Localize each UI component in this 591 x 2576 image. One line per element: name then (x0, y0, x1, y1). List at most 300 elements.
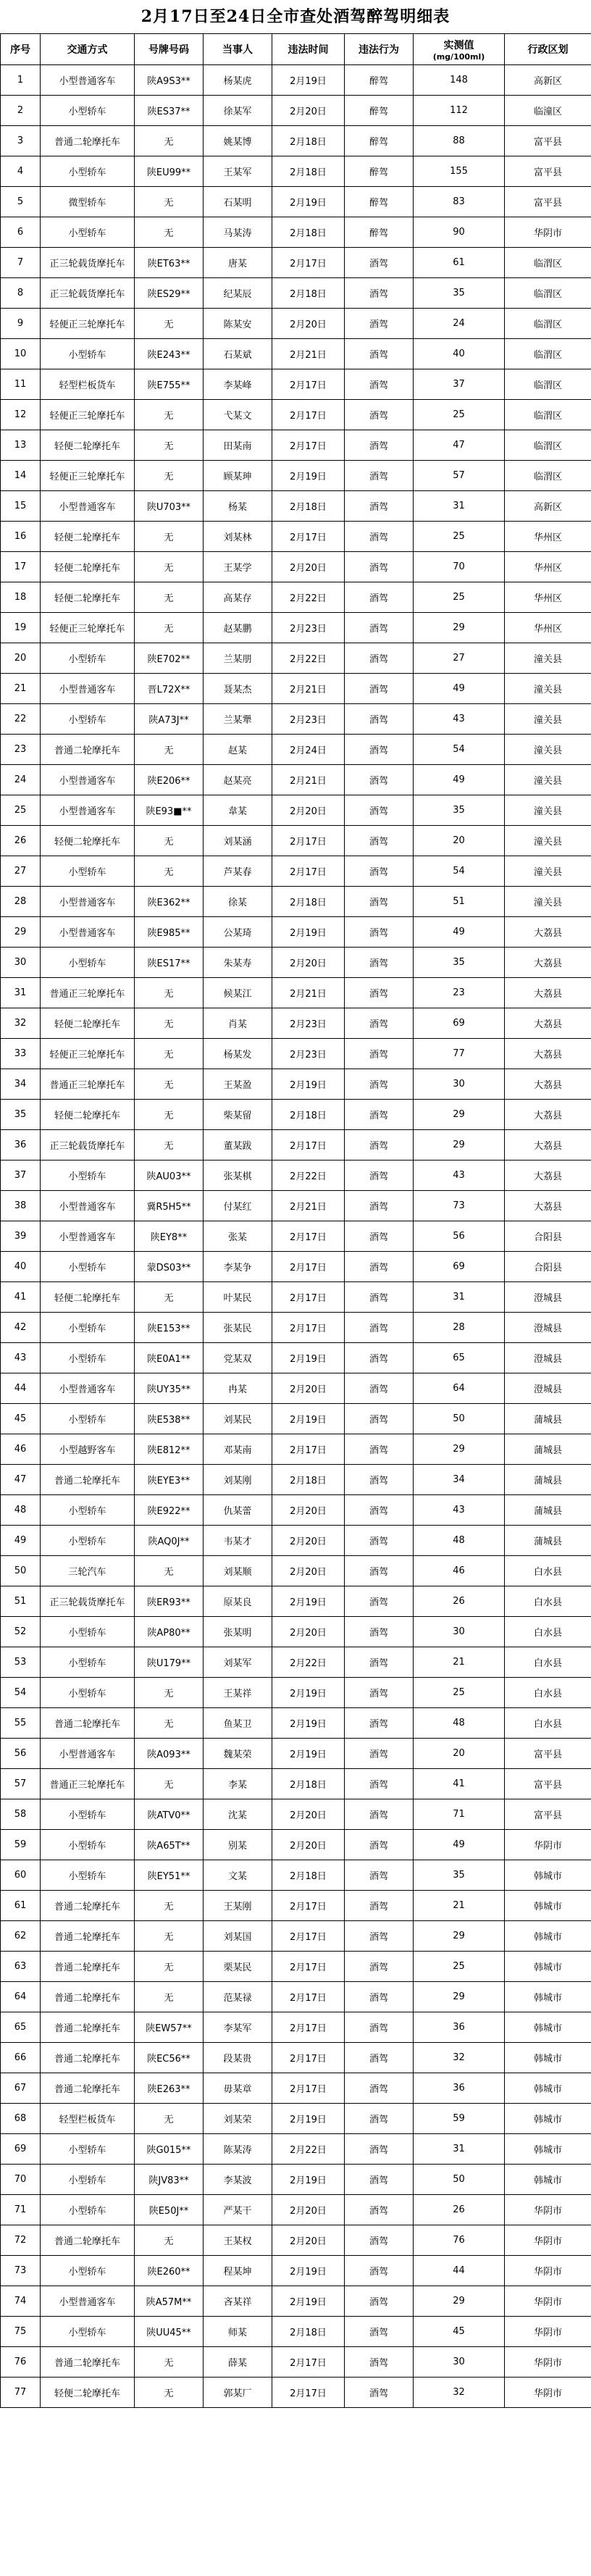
cell-offense: 醉驾 (345, 96, 414, 126)
cell-plate: 陕A73J** (135, 704, 204, 735)
cell-plate: 无 (135, 187, 204, 217)
cell-vehicle-type: 轻便正三轮摩托车 (41, 400, 135, 430)
cell-measured-value: 43 (414, 1161, 505, 1191)
cell-district: 韩城市 (505, 2104, 591, 2134)
cell-vehicle-type: 小型普通客车 (41, 795, 135, 826)
cell-date: 2月19日 (272, 2165, 345, 2195)
cell-date: 2月21日 (272, 1191, 345, 1221)
cell-vehicle-type: 小型轿车 (41, 1343, 135, 1373)
cell-district: 潼关县 (505, 795, 591, 826)
cell-offense: 酒驾 (345, 2043, 414, 2073)
cell-date: 2月19日 (272, 1739, 345, 1769)
cell-district: 韩城市 (505, 1952, 591, 1982)
cell-date: 2月20日 (272, 1495, 345, 1526)
cell-vehicle-type: 正三轮载货摩托车 (41, 1130, 135, 1161)
cell-date: 2月17日 (272, 522, 345, 552)
cell-offense: 酒驾 (345, 339, 414, 369)
table-row (1, 613, 591, 643)
header-cell: 号牌号码 (135, 34, 204, 65)
cell-vehicle-type: 轻便二轮摩托车 (41, 522, 135, 552)
cell-index: 21 (1, 674, 41, 704)
table-row (1, 1221, 591, 1252)
cell-date: 2月18日 (272, 1465, 345, 1495)
table-row (1, 1008, 591, 1039)
cell-measured-value: 29 (414, 1982, 505, 2012)
cell-date: 2月24日 (272, 735, 345, 765)
cell-measured-value: 71 (414, 1799, 505, 1830)
table-row (1, 2347, 591, 2378)
cell-index: 34 (1, 1069, 41, 1100)
cell-date: 2月17日 (272, 1313, 345, 1343)
cell-vehicle-type: 轻型栏板货车 (41, 369, 135, 400)
cell-date: 2月18日 (272, 2317, 345, 2347)
cell-district: 大荔县 (505, 1130, 591, 1161)
cell-district: 澄城县 (505, 1313, 591, 1343)
cell-measured-value: 46 (414, 1556, 505, 1586)
cell-measured-value: 27 (414, 643, 505, 674)
cell-vehicle-type: 小型轿车 (41, 1678, 135, 1708)
cell-measured-value: 37 (414, 369, 505, 400)
cell-date: 2月18日 (272, 126, 345, 156)
cell-plate: 陕E260** (135, 2256, 204, 2286)
cell-district: 临渭区 (505, 461, 591, 491)
table-row (1, 2073, 591, 2104)
cell-district: 华州区 (505, 613, 591, 643)
cell-plate: 陕A093** (135, 1739, 204, 1769)
cell-date: 2月18日 (272, 156, 345, 187)
cell-date: 2月21日 (272, 765, 345, 795)
cell-vehicle-type: 轻便正三轮摩托车 (41, 461, 135, 491)
cell-district: 富平县 (505, 1739, 591, 1769)
cell-district: 韩城市 (505, 1891, 591, 1921)
cell-party: 聂某杰 (204, 674, 272, 704)
cell-index: 1 (1, 65, 41, 96)
cell-date: 2月17日 (272, 2073, 345, 2104)
cell-offense: 酒驾 (345, 1069, 414, 1100)
cell-district: 富平县 (505, 1769, 591, 1799)
cell-measured-value: 76 (414, 2225, 505, 2256)
cell-district: 白水县 (505, 1708, 591, 1739)
cell-offense: 酒驾 (345, 582, 414, 613)
cell-party: 候某江 (204, 978, 272, 1008)
cell-date: 2月20日 (272, 309, 345, 339)
cell-index: 13 (1, 430, 41, 461)
cell-date: 2月22日 (272, 1647, 345, 1678)
cell-party: 马某涛 (204, 217, 272, 248)
cell-district: 大荔县 (505, 1100, 591, 1130)
cell-index: 27 (1, 856, 41, 887)
cell-plate: 陕ER93** (135, 1586, 204, 1617)
cell-measured-value: 50 (414, 1404, 505, 1434)
cell-index: 52 (1, 1617, 41, 1647)
cell-offense: 酒驾 (345, 2225, 414, 2256)
cell-offense: 酒驾 (345, 1495, 414, 1526)
cell-measured-value: 29 (414, 1921, 505, 1952)
cell-date: 2月20日 (272, 96, 345, 126)
cell-district: 白水县 (505, 1586, 591, 1617)
cell-index: 43 (1, 1343, 41, 1373)
cell-offense: 酒驾 (345, 978, 414, 1008)
cell-measured-value: 35 (414, 948, 505, 978)
cell-date: 2月17日 (272, 1921, 345, 1952)
cell-index: 2 (1, 96, 41, 126)
cell-district: 华州区 (505, 582, 591, 613)
cell-plate: 无 (135, 2104, 204, 2134)
cell-offense: 酒驾 (345, 2347, 414, 2378)
table-row (1, 1313, 591, 1343)
cell-measured-value: 26 (414, 1586, 505, 1617)
cell-district: 华阴市 (505, 1830, 591, 1860)
cell-plate: 无 (135, 2378, 204, 2408)
cell-party: 邓某南 (204, 1434, 272, 1465)
cell-measured-value: 148 (414, 65, 505, 96)
cell-vehicle-type: 小型普通客车 (41, 2286, 135, 2317)
cell-index: 44 (1, 1373, 41, 1404)
cell-index: 32 (1, 1008, 41, 1039)
cell-district: 富平县 (505, 1799, 591, 1830)
table-row (1, 2043, 591, 2073)
document-title: 2月17日至24日全市查处酒驾醉驾明细表 (141, 7, 450, 26)
cell-offense: 酒驾 (345, 522, 414, 552)
cell-vehicle-type: 轻便正三轮摩托车 (41, 309, 135, 339)
cell-plate: 无 (135, 2225, 204, 2256)
cell-plate: 无 (135, 1100, 204, 1130)
cell-measured-value: 30 (414, 2347, 505, 2378)
cell-offense: 酒驾 (345, 856, 414, 887)
cell-vehicle-type: 小型轿车 (41, 1161, 135, 1191)
cell-offense: 酒驾 (345, 1100, 414, 1130)
cell-date: 2月17日 (272, 1952, 345, 1982)
cell-vehicle-type: 小型普通客车 (41, 1191, 135, 1221)
cell-party: 李某争 (204, 1252, 272, 1282)
table-row (1, 948, 591, 978)
table-row (1, 1708, 591, 1739)
cell-vehicle-type: 普通正三轮摩托车 (41, 978, 135, 1008)
cell-measured-value: 21 (414, 1891, 505, 1921)
cell-date: 2月19日 (272, 1404, 345, 1434)
cell-plate: 陕ET63** (135, 248, 204, 278)
cell-district: 大荔县 (505, 1069, 591, 1100)
cell-measured-value: 54 (414, 735, 505, 765)
cell-district: 华阴市 (505, 2347, 591, 2378)
table-row (1, 735, 591, 765)
cell-district: 临渭区 (505, 309, 591, 339)
cell-district: 华阴市 (505, 2195, 591, 2225)
cell-vehicle-type: 轻便正三轮摩托车 (41, 613, 135, 643)
cell-district: 临渭区 (505, 248, 591, 278)
cell-plate: 冀R5H5** (135, 1191, 204, 1221)
cell-measured-value: 49 (414, 917, 505, 948)
cell-party: 刘某顺 (204, 1556, 272, 1586)
cell-district: 潼关县 (505, 735, 591, 765)
cell-party: 刘某荣 (204, 2104, 272, 2134)
cell-plate: 无 (135, 1008, 204, 1039)
table-row (1, 217, 591, 248)
cell-date: 2月17日 (272, 1982, 345, 2012)
cell-date: 2月23日 (272, 704, 345, 735)
cell-district: 临渭区 (505, 430, 591, 461)
cell-vehicle-type: 轻便二轮摩托车 (41, 1100, 135, 1130)
table-row (1, 1404, 591, 1434)
table-row (1, 430, 591, 461)
cell-plate: 陕A9S3** (135, 65, 204, 96)
cell-party: 徐某军 (204, 96, 272, 126)
cell-district: 韩城市 (505, 1921, 591, 1952)
cell-date: 2月19日 (272, 1678, 345, 1708)
cell-plate: 无 (135, 856, 204, 887)
header-cell: 交通方式 (41, 34, 135, 65)
cell-date: 2月18日 (272, 887, 345, 917)
cell-date: 2月22日 (272, 582, 345, 613)
cell-party: 王某盈 (204, 1069, 272, 1100)
cell-party: 唐某 (204, 248, 272, 278)
cell-date: 2月17日 (272, 2043, 345, 2073)
cell-offense: 酒驾 (345, 2012, 414, 2043)
cell-vehicle-type: 小型轿车 (41, 856, 135, 887)
table-row (1, 765, 591, 795)
cell-party: 肖某 (204, 1008, 272, 1039)
cell-offense: 酒驾 (345, 1647, 414, 1678)
cell-index: 50 (1, 1556, 41, 1586)
cell-district: 韩城市 (505, 2165, 591, 2195)
cell-plate: 无 (135, 461, 204, 491)
cell-offense: 酒驾 (345, 2073, 414, 2104)
cell-plate: 陕E812** (135, 1434, 204, 1465)
cell-measured-value: 32 (414, 2378, 505, 2408)
cell-vehicle-type: 小型轿车 (41, 1313, 135, 1343)
cell-date: 2月22日 (272, 643, 345, 674)
header-unit: (mg/100ml) (432, 51, 485, 62)
cell-party: 栗某民 (204, 1952, 272, 1982)
cell-district: 合阳县 (505, 1252, 591, 1282)
cell-offense: 酒驾 (345, 2104, 414, 2134)
cell-district: 大荔县 (505, 1008, 591, 1039)
cell-party: 刘某国 (204, 1921, 272, 1952)
cell-index: 62 (1, 1921, 41, 1952)
cell-offense: 酒驾 (345, 1952, 414, 1982)
cell-index: 24 (1, 765, 41, 795)
cell-district: 临渭区 (505, 400, 591, 430)
cell-district: 临渭区 (505, 278, 591, 309)
cell-party: 师某 (204, 2317, 272, 2347)
cell-district: 韩城市 (505, 1982, 591, 2012)
cell-plate: 陕E153** (135, 1313, 204, 1343)
cell-vehicle-type: 小型轿车 (41, 1830, 135, 1860)
cell-measured-value: 36 (414, 2073, 505, 2104)
cell-party: 王某祥 (204, 1678, 272, 1708)
cell-plate: 无 (135, 826, 204, 856)
cell-offense: 酒驾 (345, 461, 414, 491)
cell-plate: 无 (135, 400, 204, 430)
cell-date: 2月18日 (272, 278, 345, 309)
cell-party: 张某 (204, 1221, 272, 1252)
cell-index: 48 (1, 1495, 41, 1526)
cell-date: 2月20日 (272, 1617, 345, 1647)
cell-plate: 陕EY51** (135, 1860, 204, 1891)
table-row (1, 1373, 591, 1404)
cell-date: 2月18日 (272, 1769, 345, 1799)
cell-plate: 无 (135, 1708, 204, 1739)
cell-offense: 酒驾 (345, 1739, 414, 1769)
cell-index: 10 (1, 339, 41, 369)
cell-measured-value: 90 (414, 217, 505, 248)
cell-date: 2月17日 (272, 1221, 345, 1252)
cell-vehicle-type: 普通二轮摩托车 (41, 1982, 135, 2012)
cell-plate: 陕U179** (135, 1647, 204, 1678)
cell-party: 赵某亮 (204, 765, 272, 795)
cell-plate: 陕E206** (135, 765, 204, 795)
cell-date: 2月20日 (272, 2225, 345, 2256)
cell-plate: 无 (135, 1891, 204, 1921)
cell-offense: 酒驾 (345, 369, 414, 400)
cell-date: 2月17日 (272, 856, 345, 887)
cell-party: 公某琦 (204, 917, 272, 948)
cell-vehicle-type: 三轮汽车 (41, 1556, 135, 1586)
cell-vehicle-type: 小型轿车 (41, 1647, 135, 1678)
cell-offense: 酒驾 (345, 1161, 414, 1191)
cell-vehicle-type: 小型轿车 (41, 1860, 135, 1891)
cell-party: 刘某林 (204, 522, 272, 552)
cell-offense: 酒驾 (345, 1465, 414, 1495)
cell-date: 2月19日 (272, 2104, 345, 2134)
cell-district: 大荔县 (505, 1039, 591, 1069)
table-row (1, 643, 591, 674)
cell-index: 68 (1, 2104, 41, 2134)
cell-vehicle-type: 普通二轮摩托车 (41, 2012, 135, 2043)
violation-table (0, 33, 591, 2408)
cell-district: 蒲城县 (505, 1495, 591, 1526)
table-row (1, 2104, 591, 2134)
cell-plate: 陕E263** (135, 2073, 204, 2104)
cell-offense: 酒驾 (345, 1982, 414, 2012)
cell-measured-value: 45 (414, 2317, 505, 2347)
cell-district: 临渭区 (505, 369, 591, 400)
cell-vehicle-type: 普通正三轮摩托车 (41, 1069, 135, 1100)
cell-measured-value: 51 (414, 887, 505, 917)
cell-index: 36 (1, 1130, 41, 1161)
cell-plate: 无 (135, 735, 204, 765)
cell-district: 富平县 (505, 126, 591, 156)
cell-district: 华阴市 (505, 2256, 591, 2286)
cell-date: 2月19日 (272, 917, 345, 948)
cell-party: 张某民 (204, 1313, 272, 1343)
table-row (1, 187, 591, 217)
table-row (1, 461, 591, 491)
cell-offense: 酒驾 (345, 1221, 414, 1252)
table-row (1, 2378, 591, 2408)
cell-measured-value: 34 (414, 1465, 505, 1495)
cell-party: 仇某蕾 (204, 1495, 272, 1526)
cell-offense: 醉驾 (345, 65, 414, 96)
cell-index: 60 (1, 1860, 41, 1891)
table-row (1, 1465, 591, 1495)
cell-party: 石某斌 (204, 339, 272, 369)
cell-measured-value: 25 (414, 522, 505, 552)
cell-district: 华州区 (505, 522, 591, 552)
cell-plate: 陕E362** (135, 887, 204, 917)
table-row (1, 1100, 591, 1130)
cell-index: 59 (1, 1830, 41, 1860)
cell-vehicle-type: 小型轿车 (41, 217, 135, 248)
cell-offense: 酒驾 (345, 1921, 414, 1952)
cell-date: 2月21日 (272, 339, 345, 369)
cell-index: 75 (1, 2317, 41, 2347)
cell-measured-value: 29 (414, 1100, 505, 1130)
table-row (1, 978, 591, 1008)
cell-plate: 陕AQ0J** (135, 1526, 204, 1556)
cell-measured-value: 155 (414, 156, 505, 187)
cell-offense: 酒驾 (345, 1434, 414, 1465)
table-row (1, 674, 591, 704)
cell-measured-value: 30 (414, 1069, 505, 1100)
table-row (1, 1739, 591, 1769)
cell-vehicle-type: 小型普通客车 (41, 1221, 135, 1252)
cell-index: 70 (1, 2165, 41, 2195)
cell-party: 叶某民 (204, 1282, 272, 1313)
cell-vehicle-type: 小型轿车 (41, 2165, 135, 2195)
table-row (1, 491, 591, 522)
cell-date: 2月17日 (272, 400, 345, 430)
cell-index: 67 (1, 2073, 41, 2104)
table-row (1, 552, 591, 582)
cell-vehicle-type: 正三轮载货摩托车 (41, 248, 135, 278)
cell-date: 2月18日 (272, 491, 345, 522)
cell-party: 冉某 (204, 1373, 272, 1404)
cell-plate: 无 (135, 1069, 204, 1100)
header-cell: 行政区划 (505, 34, 591, 65)
cell-vehicle-type: 小型普通客车 (41, 674, 135, 704)
cell-measured-value: 49 (414, 1830, 505, 1860)
cell-offense: 酒驾 (345, 1313, 414, 1343)
cell-plate: 陕E702** (135, 643, 204, 674)
cell-district: 富平县 (505, 187, 591, 217)
cell-date: 2月18日 (272, 217, 345, 248)
cell-district: 蒲城县 (505, 1465, 591, 1495)
cell-vehicle-type: 轻便二轮摩托车 (41, 582, 135, 613)
cell-party: 文某 (204, 1860, 272, 1891)
cell-index: 46 (1, 1434, 41, 1465)
cell-district: 白水县 (505, 1678, 591, 1708)
cell-plate: 陕EYE3** (135, 1465, 204, 1495)
table-row (1, 1586, 591, 1617)
cell-offense: 酒驾 (345, 1891, 414, 1921)
cell-plate: 无 (135, 978, 204, 1008)
cell-offense: 酒驾 (345, 1191, 414, 1221)
cell-party: 王某权 (204, 2225, 272, 2256)
cell-offense: 酒驾 (345, 1860, 414, 1891)
cell-plate: 陕UY35** (135, 1373, 204, 1404)
cell-offense: 酒驾 (345, 704, 414, 735)
table-row (1, 1039, 591, 1069)
cell-district: 大荔县 (505, 1191, 591, 1221)
cell-offense: 酒驾 (345, 1252, 414, 1282)
cell-index: 47 (1, 1465, 41, 1495)
cell-party: 李某 (204, 1769, 272, 1799)
cell-vehicle-type: 小型轿车 (41, 2256, 135, 2286)
cell-measured-value: 77 (414, 1039, 505, 1069)
cell-index: 76 (1, 2347, 41, 2378)
cell-index: 7 (1, 248, 41, 278)
table-row (1, 582, 591, 613)
cell-vehicle-type: 小型轿车 (41, 339, 135, 369)
cell-index: 22 (1, 704, 41, 735)
cell-party: 沈某 (204, 1799, 272, 1830)
cell-measured-value: 35 (414, 795, 505, 826)
cell-plate: 陕E243** (135, 339, 204, 369)
cell-measured-value: 83 (414, 187, 505, 217)
cell-index: 19 (1, 613, 41, 643)
cell-date: 2月17日 (272, 1434, 345, 1465)
